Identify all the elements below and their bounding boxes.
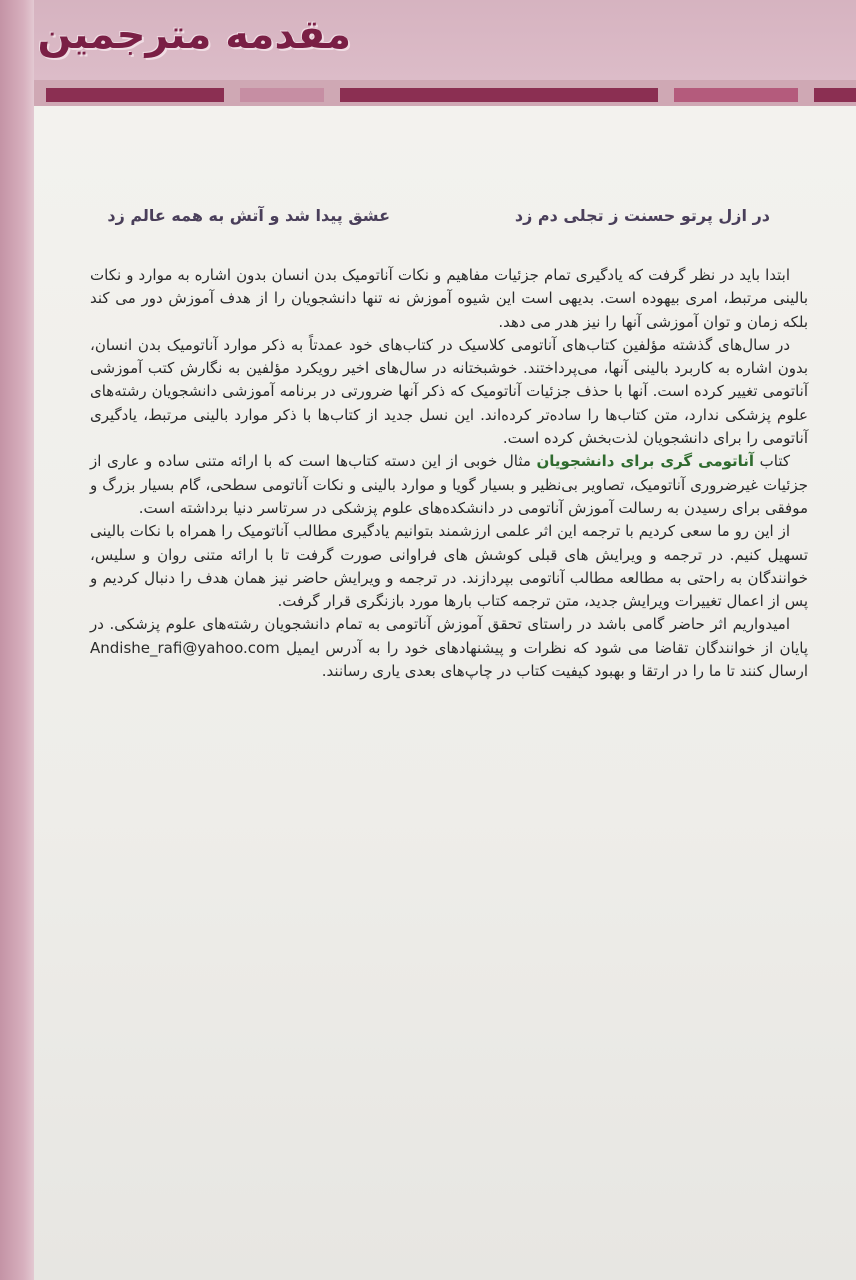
decorative-bars [0, 88, 856, 102]
decorative-bar [674, 88, 798, 102]
paragraph-2: در سال‌های گذشته مؤلفین کتاب‌های آناتومی کلاسیک در کتاب‌های خود عمدتاً به ذکر موارد آناتومیک بدن انسان، بدون اشاره به کاربرد بالینی آنها، می‌پرداختند. خوشبختانه در سال‌های اخیر رویکرد مؤلفین به نگارش کتب آموزشی آناتومی تغییر کرده است. آنها با حذف جزئیات آناتومیک که ذکر آنها ضرورتی در برنامه آموزشی دانشجویان رشته‌های علوم پزشکی ندارد، متن کتاب‌ها را ساده‌تر کرده‌اند. این نسل جدید از کتاب‌ها با ذکر موارد بالینی مرتبط، یادگیری آناتومی را برای دانشجویان لذت‌بخش کرده است. [90, 335, 808, 448]
header-band [34, 0, 856, 80]
paragraph-3-start: کتاب [754, 452, 790, 471]
paragraph-3 [90, 450, 808, 520]
poem-line-1: در ازل پرتو حسنت ز تجلی دم زد [514, 206, 770, 225]
email-address: Andishe_rafi@yahoo.com [90, 638, 280, 657]
paragraph-5-rest: ارسال کنند تا ما را در ارتقا و بهبود کیفیت کتاب در چاپ‌های بعدی یاری رسانند. [321, 662, 808, 681]
page-title: مقدمه مترجمین [37, 12, 351, 58]
book-title-highlight: آناتومی گری برای دانشجویان [536, 452, 755, 471]
paragraph-4: از این رو ما سعی کردیم با ترجمه این اثر علمی ارزشمند بتوانیم یادگیری مطالب آناتومیک را همراه با نکات بالینی تسهیل کنیم. در ترجمه و ویرایش های قبلی کوشش های فراوانی صورت گرفت تا با ارائه متنی روان و سلیس، خوانندگان به راحتی به مطالعه مطالب آناتومی بپردازند. در ترجمه و ویرایش حاضر نیز همان هدف را دنبال کردیم و پس از اعمال تغییرات ویرایش جدید، متن ترجمه کتاب بارها مورد بازنگری قرار گرفت. [90, 522, 808, 611]
paragraph-5 [90, 613, 808, 683]
decorative-bar [814, 88, 856, 102]
decorative-bar [340, 88, 658, 102]
poem-line-2: عشق پیدا شد و آتش به همه عالم زد [107, 206, 390, 225]
page-edge-strip [0, 0, 34, 1280]
decorative-bar [240, 88, 324, 102]
paragraph-1: ابتدا باید در نظر گرفت که یادگیری تمام جزئیات مفاهیم و نکات آناتومیک بدن انسان بدون اشاره به موارد و نکات بالینی مرتبط، امری بیهوده است. بدیهی است این شیوه آموزش نه تنها دانشجویان را از هدف آموزش دور می کند بلکه زمان و توان آموزشی آنها را نیز هدر می دهد. [90, 266, 808, 331]
paragraph-5-start: امیدواریم اثر حاضر گامی باشد در راستای تحقق آموزش آناتومی به تمام دانشجویان رشته‌های علوم پزشکی. در پایان از خوانندگان تقاضا می شود که نظرات و پیشنهادهای خود را به آدرس ایمیل [90, 615, 808, 657]
paragraph-3-rest: مثال خوبی از این دسته کتاب‌ها است که با ارائه متنی ساده و عاری از جزئیات غیرضروری آناتومیک، تصاویر بی‌نظیر و بسیار گویا و موارد بالینی و نکات آناتومی سطحی، گام بسیار بزرگ و موفقی برای رسیدن به رسالت آموزش آناتومی در دانشکده‌های علوم پزشکی در سرتاسر دنیا برداشته است. [90, 452, 808, 517]
body-text [90, 264, 808, 683]
decorative-bar [46, 88, 224, 102]
